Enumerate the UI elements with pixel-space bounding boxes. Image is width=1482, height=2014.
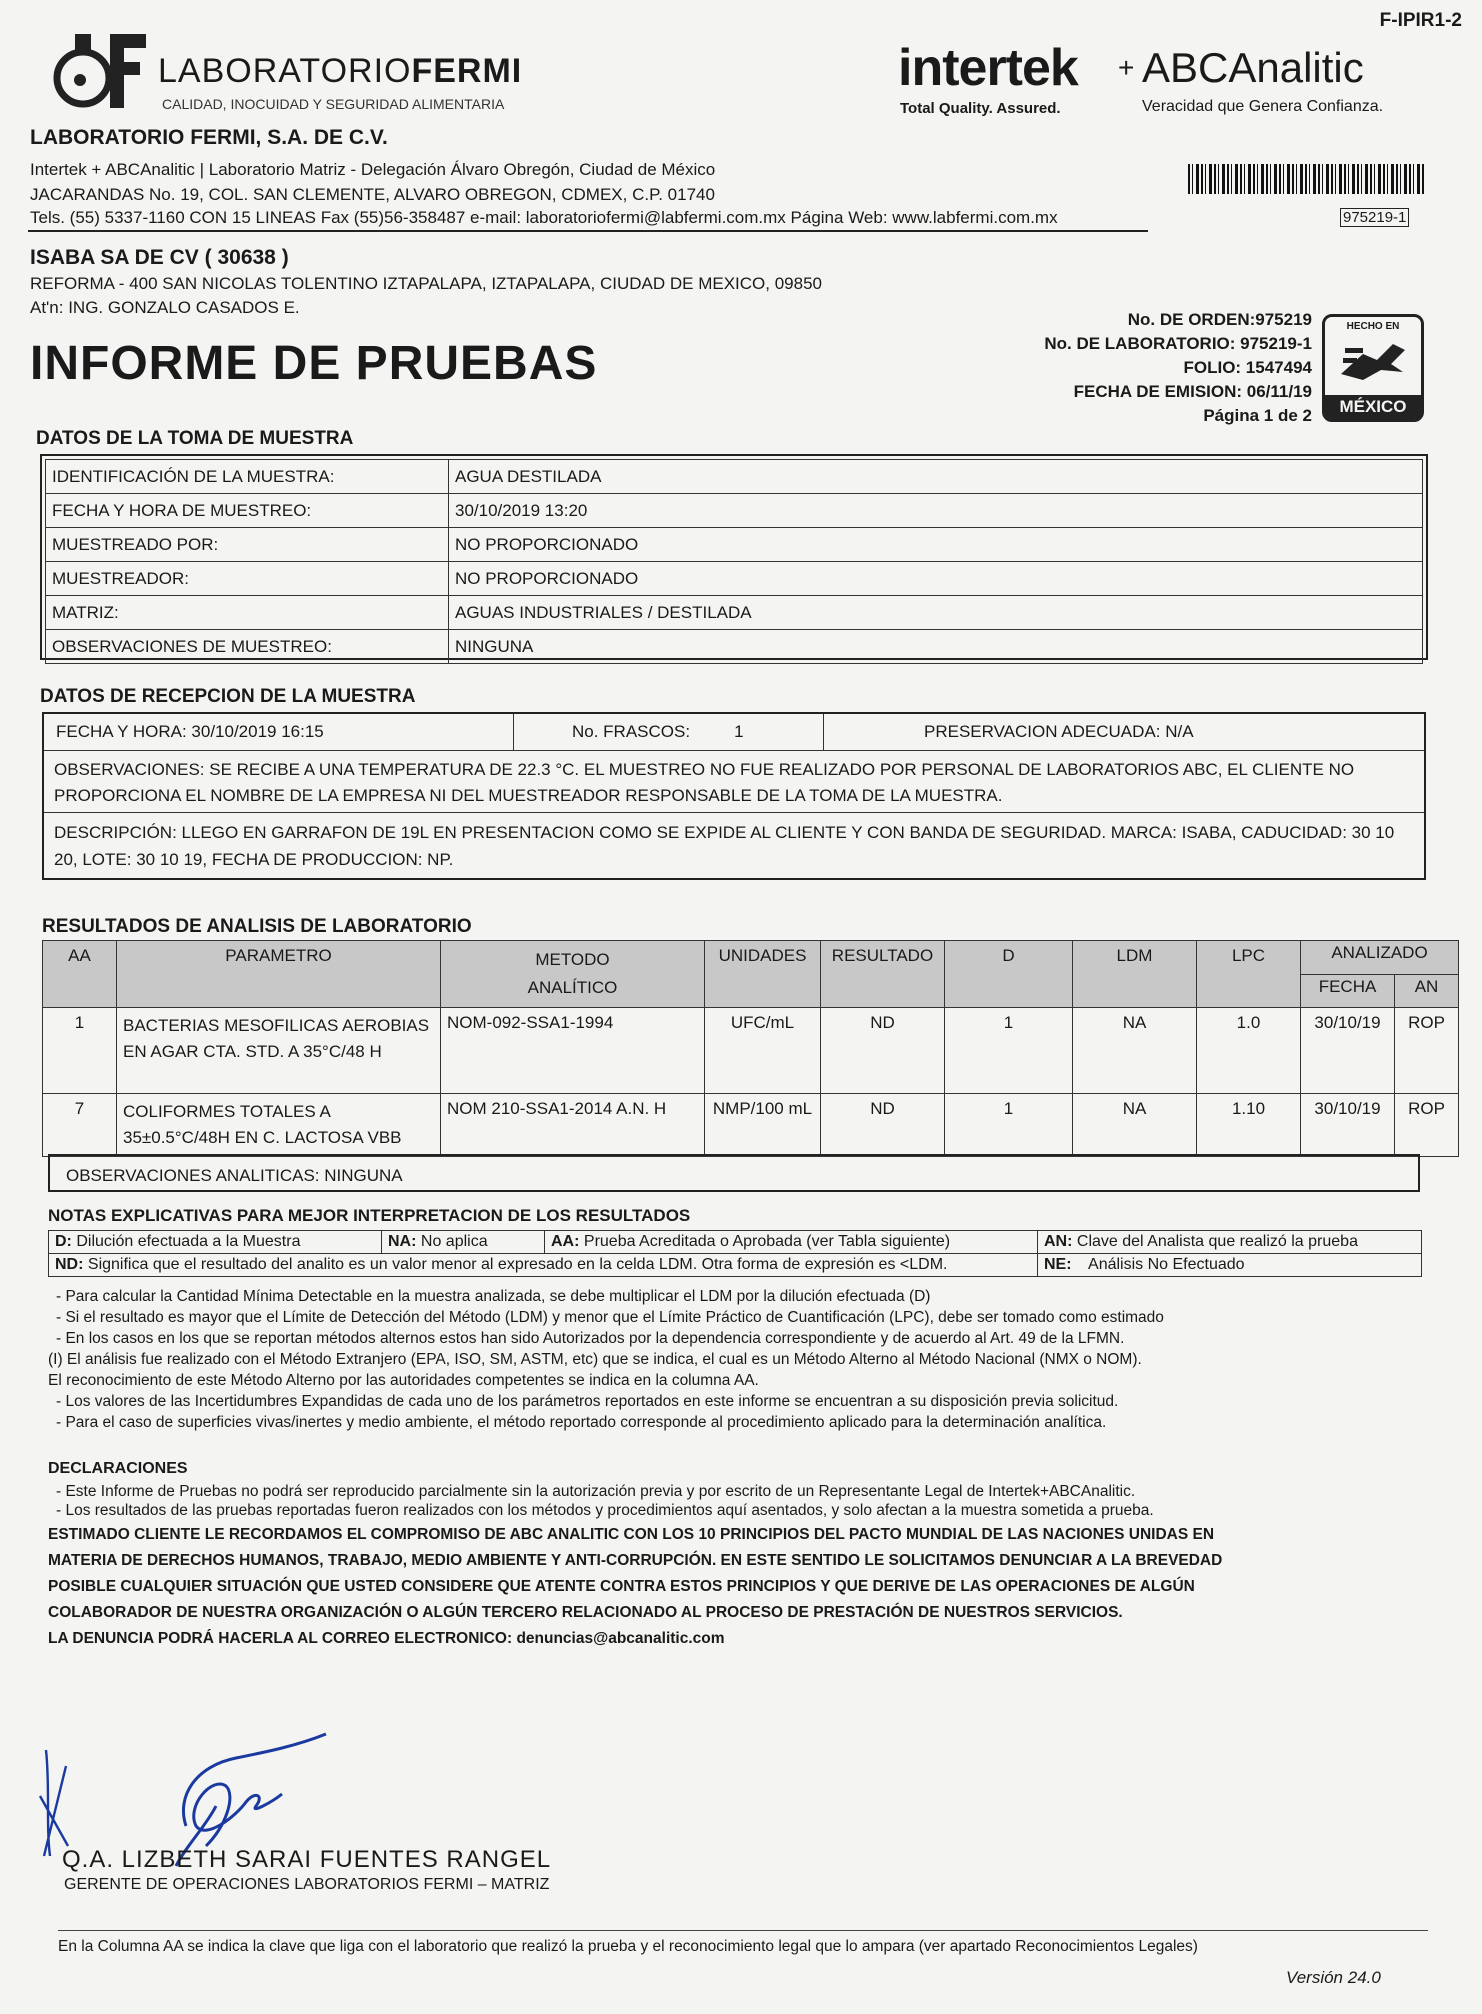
barcode-number: 975219-1 [1340, 208, 1409, 227]
note-key: ND: [55, 1256, 84, 1273]
toma-label: FECHA Y HORA DE MUESTREO: [46, 494, 449, 528]
form-code: F-IPIR1-2 [1379, 10, 1462, 31]
table-row [46, 460, 1423, 494]
table-row [46, 494, 1423, 528]
col-ldm: LDM [1073, 941, 1197, 1008]
col-lpc: LPC [1197, 941, 1301, 1008]
bullet: - En los casos en los que se reportan métodos alternos estos han sido Autorizados por la dependencia correspondiente y de acuerdo al Art. 49 de la LFMN. [56, 1330, 1125, 1347]
notas-row-1 [49, 1231, 1422, 1254]
declaracion-bold: MATERIA DE DERECHOS HUMANOS, TRABAJO, MEDIO AMBIENTE Y ANTI-CORRUPCIÓN. EN ESTE SENTIDO LE SOLICITAMOS DENUNCIAR A LA BREVEDAD [48, 1552, 1223, 1569]
cell-resultado: ND [821, 1094, 945, 1157]
frascos-label: No. FRASCOS: [572, 722, 691, 741]
flask-icon [48, 30, 148, 110]
recepcion-descripcion: DESCRIPCIÓN: LLEGO EN GARRAFON DE 19L EN PRESENTACION COMO SE EXPIDE AL CLIENTE Y CON BANDA DE SEGURIDAD. MARCA: ISABA, CADUCIDAD: 30 10 20, LOTE: 30 10 19, FECHA DE PRODUCCION: NP. [54, 823, 1395, 869]
table-row [46, 528, 1423, 562]
resultados-table-wrap [42, 940, 1445, 1157]
cell-an: ROP [1395, 1008, 1459, 1094]
hecho-en-label: HECHO EN [1346, 321, 1400, 332]
note-value: No aplica [420, 1233, 488, 1250]
col-unidades: UNIDADES [705, 941, 821, 1008]
signer-title: GERENTE DE OPERACIONES LABORATORIOS FERMI – MATRIZ [64, 1876, 550, 1893]
order-info [1044, 308, 1312, 428]
order-number: No. DE ORDEN:975219 [1127, 310, 1312, 329]
note-key: AA: [551, 1233, 580, 1250]
intertek-tagline: Total Quality. Assured. [900, 100, 1061, 117]
lab-name: LABORATORIO FERMI, S.A. DE C.V. [30, 126, 388, 149]
col-fecha: FECHA [1301, 974, 1395, 1008]
recepcion-heading: DATOS DE RECEPCION DE LA MUESTRA [40, 686, 416, 707]
declaracion: - Los resultados de las pruebas reportadas fueron realizados con los métodos y procedimientos aquí asentados, y solo afectan a la muestra sometida a prueba. [56, 1502, 1154, 1519]
abc-tagline: Veracidad que Genera Confianza. [1142, 98, 1384, 115]
table-row [43, 1094, 1459, 1157]
col-an: AN [1395, 974, 1459, 1008]
note-key: AN: [1044, 1233, 1073, 1250]
notas-row-2 [49, 1254, 1422, 1277]
resultados-table [42, 940, 1459, 1157]
recepcion-fecha: FECHA Y HORA: 30/10/2019 16:15 [44, 714, 514, 750]
recepcion-box [42, 712, 1426, 880]
bullet: - Para calcular la Cantidad Mínima Detectable en la muestra analizada, se debe multiplicar el LDM por la dilución efectuada (D) [56, 1288, 931, 1305]
cell-d: 1 [945, 1094, 1073, 1157]
footer-divider [58, 1930, 1428, 1931]
lab-line-2: JACARANDAS No. 19, COL. SAN CLEMENTE, ALVARO OBREGON, CDMEX, C.P. 01740 [30, 185, 715, 204]
plus-sign: + [1118, 52, 1135, 83]
barcode [1188, 164, 1424, 194]
notas-bullets [48, 1286, 1438, 1433]
cell-parametro: BACTERIAS MESOFILICAS AEROBIAS EN AGAR CTA. STD. A 35°C/48 H [117, 1008, 441, 1094]
cell-fecha: 30/10/19 [1301, 1094, 1395, 1157]
folio: FOLIO: 1547494 [1183, 358, 1312, 377]
col-aa: AA [43, 941, 117, 1008]
note-value: Análisis No Efectuado [1088, 1256, 1245, 1273]
version: Versión 24.0 [1286, 1968, 1381, 1987]
recepcion-row [44, 714, 1424, 751]
declaracion-bold: COLABORADOR DE NUESTRA ORGANIZACIÓN O ALGÚN TERCERO RELACIONADO AL PROCESO DE PRESTACIÓN DE NUESTROS SERVICIOS. [48, 1604, 1123, 1621]
mexico-label: MÉXICO [1325, 395, 1421, 419]
declaracion-bold: LA DENUNCIA PODRÁ HACERLA AL CORREO ELECTRONICO: denuncias@abcanalitic.com [48, 1630, 725, 1647]
client-name: ISABA SA DE CV ( 30638 ) [30, 246, 289, 269]
note-value: Dilución efectuada a la Muestra [76, 1233, 301, 1250]
cell-ldm: NA [1073, 1094, 1197, 1157]
eagle-icon [1333, 334, 1413, 386]
resultados-heading: RESULTADOS DE ANALISIS DE LABORATORIO [42, 916, 472, 937]
cell-lpc: 1.10 [1197, 1094, 1301, 1157]
toma-label: MUESTREADOR: [46, 562, 449, 596]
emission-date: FECHA DE EMISION: 06/11/19 [1073, 382, 1312, 401]
toma-value: AGUAS INDUSTRIALES / DESTILADA [449, 596, 1423, 630]
table-row [46, 596, 1423, 630]
cell-lpc: 1.0 [1197, 1008, 1301, 1094]
toma-box [40, 454, 1428, 660]
bullet: - Para el caso de superficies vivas/inertes y medio ambiente, el método reportado corresponde al procedimiento aplicado para la determinación analítica. [56, 1414, 1107, 1431]
toma-value: 30/10/2019 13:20 [449, 494, 1423, 528]
footer-note: En la Columna AA se indica la clave que liga con el laboratorio que realizó la prueba y el reconocimiento legal que lo ampara (ver apartado Reconocimientos Legales) [58, 1938, 1198, 1955]
declaraciones-bold [48, 1522, 1222, 1652]
cell-an: ROP [1395, 1094, 1459, 1157]
col-metodo [441, 941, 705, 1008]
client-attn: At'n: ING. GONZALO CASADOS E. [30, 298, 300, 317]
metodo-label-2: ANALÍTICO [527, 978, 618, 997]
notas-heading: NOTAS EXPLICATIVAS PARA MEJOR INTERPRETACION DE LOS RESULTADOS [48, 1206, 691, 1225]
table-row [43, 1008, 1459, 1094]
toma-table [45, 459, 1423, 664]
header-row [43, 941, 1459, 975]
bullet: El reconocimiento de este Método Alterno por las autoridades competentes se indica en la columna AA. [48, 1372, 759, 1389]
toma-value: NO PROPORCIONADO [449, 528, 1423, 562]
declaracion-bold: POSIBLE CUALQUIER SITUACIÓN QUE USTED CONSIDERE QUE ATENTE CONTRA ESTOS PRINCIPIOS Y QUE DERIVE DE LAS OPERACIONES DE ALGÚN [48, 1578, 1195, 1595]
lab-line-1: Intertek + ABCAnalitic | Laboratorio Matriz - Delegación Álvaro Obregón, Ciudad de México [30, 160, 716, 179]
note-key: NA: [388, 1233, 417, 1250]
recepcion-observaciones: OBSERVACIONES: SE RECIBE A UNA TEMPERATURA DE 22.3 °C. EL MUESTREO NO FUE REALIZADO POR PERSONAL DE LABORATORIOS ABC, EL CLIENTE NO PROPORCIONA EL NOMBRE DE LA EMPRESA NI DEL MUESTREADOR RESPONSABLE DE LA TOMA DE LA MUESTRA. [44, 751, 1424, 813]
declaraciones-heading: DECLARACIONES [48, 1460, 188, 1477]
toma-label: IDENTIFICACIÓN DE LA MUESTRA: [46, 460, 449, 494]
table-row [46, 562, 1423, 596]
cell-aa: 1 [43, 1008, 117, 1094]
col-resultado: RESULTADO [821, 941, 945, 1008]
notas-table [48, 1230, 1422, 1277]
col-d: D [945, 941, 1073, 1008]
note-value: Prueba Acreditada o Aprobada (ver Tabla siguiente) [583, 1233, 951, 1250]
toma-value: NINGUNA [449, 630, 1423, 664]
toma-value: AGUA DESTILADA [449, 460, 1423, 494]
recepcion-frascos [514, 714, 824, 750]
note-value: Significa que el resultado del analito es un valor menor al expresado en la celda LDM. Otra forma de expresión es <LDM. [87, 1256, 948, 1273]
toma-label: OBSERVACIONES DE MUESTREO: [46, 630, 449, 664]
cell-d: 1 [945, 1008, 1073, 1094]
metodo-label: METODO [535, 950, 610, 969]
col-parametro: PARAMETRO [117, 941, 441, 1008]
declaracion: - Este Informe de Pruebas no podrá ser reproducido parcialmente sin la autorización previa y por escrito de un Representante Legal de Intertek+ABCAnalitic. [56, 1483, 1136, 1500]
cell-unidades: NMP/100 mL [705, 1094, 821, 1157]
observaciones-analiticas: OBSERVACIONES ANALITICAS: NINGUNA [48, 1154, 1420, 1192]
note-key: NE: [1044, 1256, 1072, 1273]
cell-aa: 7 [43, 1094, 117, 1157]
page-number: Página 1 de 2 [1203, 406, 1312, 425]
cell-resultado: ND [821, 1008, 945, 1094]
cell-metodo: NOM 210-SSA1-2014 A.N. H [441, 1094, 705, 1157]
table-row [46, 630, 1423, 664]
declaracion-bold: ESTIMADO CLIENTE LE RECORDAMOS EL COMPROMISO DE ABC ANALITIC CON LOS 10 PRINCIPIOS DEL PACTO MUNDIAL DE LAS NACIONES UNIDAS EN [48, 1526, 1215, 1543]
toma-value: NO PROPORCIONADO [449, 562, 1423, 596]
lab-line-3: Tels. (55) 5337-1160 CON 15 LINEAS Fax (55)56-358487 e-mail: laboratoriofermi@labfermi.com.mx Página Web: www.labfermi.com.mx [30, 208, 1058, 227]
fermi-logo [48, 30, 148, 115]
bullet: (I) El análisis fue realizado con el Método Extranjero (EPA, ISO, SM, ASTM, etc) que se indica, el cual es un Método Alterno al Método Nacional (NMX o NOM). [48, 1351, 1142, 1368]
toma-label: MATRIZ: [46, 596, 449, 630]
note-value: Clave del Analista que realizó la prueba [1076, 1233, 1358, 1250]
cell-unidades: UFC/mL [705, 1008, 821, 1094]
recepcion-preservacion: PRESERVACION ADECUADA: N/A [924, 722, 1194, 741]
col-analizado: ANALIZADO [1301, 941, 1459, 975]
signer-name: Q.A. LIZBETH SARAI FUENTES RANGEL [62, 1846, 552, 1873]
bullet: - Los valores de las Incertidumbres Expandidas de cada uno de los parámetros reportados en este informe se encuentran a su disposición previa solicitud. [56, 1393, 1119, 1410]
toma-label: MUESTREADO POR: [46, 528, 449, 562]
client-address: REFORMA - 400 SAN NICOLAS TOLENTINO IZTAPALAPA, IZTAPALAPA, CIUDAD DE MEXICO, 09850 [30, 274, 822, 293]
fermi-tagline: CALIDAD, INOCUIDAD Y SEGURIDAD ALIMENTARIA [162, 96, 505, 112]
toma-heading: DATOS DE LA TOMA DE MUESTRA [36, 428, 354, 449]
note-key: D: [55, 1233, 72, 1250]
page-title: INFORME DE PRUEBAS [30, 337, 598, 390]
hecho-en-mexico-logo [1322, 314, 1424, 422]
cell-fecha: 30/10/19 [1301, 1008, 1395, 1094]
frascos-value: 1 [734, 722, 744, 741]
fermi-name: LABORATORIOFERMI [158, 52, 523, 90]
cell-metodo: NOM-092-SSA1-1994 [441, 1008, 705, 1094]
cell-ldm: NA [1073, 1008, 1197, 1094]
lab-number: No. DE LABORATORIO: 975219-1 [1044, 334, 1312, 353]
header-divider [28, 230, 1148, 232]
intertek-logo: intertek [898, 39, 1078, 97]
declaraciones-lines [56, 1482, 1154, 1520]
bullet: - Si el resultado es mayor que el Límite de Detección del Método (LDM) y menor que el Límite Práctico de Cuantificación (LPC), debe ser tomado como estimado [56, 1309, 1164, 1326]
abc-logo: ABCAnalitic [1142, 44, 1364, 91]
cell-parametro: COLIFORMES TOTALES A 35±0.5°C/48H EN C. LACTOSA VBB [117, 1094, 441, 1157]
